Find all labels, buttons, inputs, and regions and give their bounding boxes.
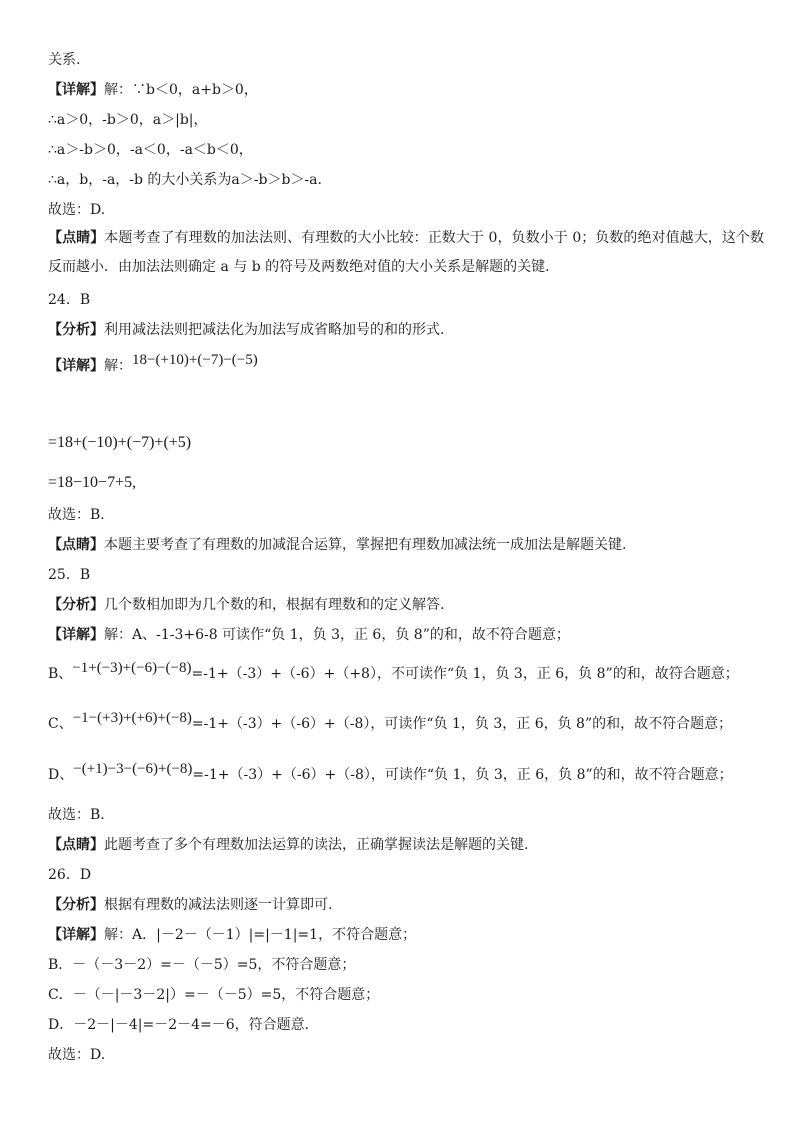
q26-detail bbox=[48, 925, 416, 945]
q23-step3: ∴a，b，-a，-b 的大小关系为a＞-b＞b＞-a. bbox=[48, 172, 322, 188]
comment-text: 本题考查了有理数的加法法则、有理数的大小比较：正数大于 0，负数小于 0；负数的绝对值越大，这个数反而越小．由加法法则确定 a 与 b 的符号及两数绝对值的大小关系是解题的关键. bbox=[48, 230, 765, 275]
q25-detail bbox=[48, 625, 570, 645]
q26-line-c: C．－（－|－3－2|）=－（－5）=5，不符合题意； bbox=[48, 987, 380, 1003]
comment-label: 【点睛】 bbox=[48, 837, 104, 853]
q26-line-b: B．－（－3－2）=－（－5）=5，不符合题意； bbox=[48, 957, 356, 973]
q23-detail bbox=[48, 80, 258, 100]
analysis-text: 几个数相加即为几个数的和，根据有理数和的定义解答. bbox=[104, 597, 445, 613]
analysis-text: 利用减法法则把减法化为加法写成省略加号的和的形式. bbox=[104, 322, 445, 338]
detail-text: 解：∵b＜0，a+b＞0， bbox=[104, 82, 258, 98]
comment-label: 【点睛】 bbox=[48, 230, 105, 246]
detail-text: 解： bbox=[104, 358, 132, 374]
option-text: =-1+（-3）+（-6）+（-8），可读作“负 1，负 3，正 6，负 8”的和，故不符合题意； bbox=[191, 716, 733, 732]
q24-number: 24．B bbox=[48, 292, 91, 308]
q24-expression-2: =18+(−10)+(−7)+(+5) bbox=[48, 434, 192, 451]
q26-choice: 故选：D. bbox=[48, 1047, 106, 1063]
option-label: C、 bbox=[48, 716, 73, 732]
q26-line-d: D．－2－|－4|=－2－4=－6，符合题意. bbox=[48, 1017, 310, 1033]
analysis-label: 【分析】 bbox=[48, 897, 104, 913]
detail-label: 【详解】 bbox=[48, 82, 104, 98]
q24-comment bbox=[48, 535, 626, 555]
option-label: D、 bbox=[48, 767, 74, 783]
q23-choice: 故选：D. bbox=[48, 202, 106, 218]
analysis-label: 【分析】 bbox=[48, 322, 104, 338]
analysis-label: 【分析】 bbox=[48, 597, 104, 613]
comment-label: 【点睛】 bbox=[48, 537, 104, 553]
comment-text: 本题主要考查了有理数的加减混合运算，掌握把有理数加减法统一成加法是解题关键. bbox=[104, 537, 627, 553]
detail-text: 解：A．|－2－（－1）|=|－1|=1，不符合题意； bbox=[104, 927, 417, 943]
q24-choice: 故选：B. bbox=[48, 507, 105, 523]
q24-expression-3: =18−10−7+5, bbox=[48, 474, 137, 491]
q23-comment bbox=[48, 224, 764, 282]
q24-detail bbox=[48, 352, 258, 376]
q26-number: 26．D bbox=[48, 867, 92, 883]
q23-intro-tail: 关系. bbox=[48, 52, 81, 68]
q25-option-b bbox=[48, 660, 739, 684]
comment-text: 此题考查了多个有理数加法运算的读法，正确掌握读法是解题的关键. bbox=[104, 837, 529, 853]
q25-number: 25．B bbox=[48, 567, 91, 583]
analysis-text: 根据有理数的减法法则逐一计算即可. bbox=[104, 897, 333, 913]
option-expression: −(+1)−3−(−6)+(−8) bbox=[73, 761, 193, 777]
detail-label: 【详解】 bbox=[48, 927, 104, 943]
detail-label: 【详解】 bbox=[48, 627, 104, 643]
option-expression: −1+(−3)+(−6)−(−8) bbox=[72, 660, 192, 676]
q25-option-c bbox=[48, 710, 733, 734]
option-label: B、 bbox=[48, 666, 73, 682]
option-text: =-1+（-3）+（-6）+（+8），不可读作“负 1，负 3，正 6，负 8”的和，故符合题意； bbox=[191, 666, 739, 682]
detail-label: 【详解】 bbox=[48, 358, 104, 374]
q23-step2: ∴a＞-b＞0，-a＜0，-a＜b＜0， bbox=[48, 142, 253, 158]
q25-option-d bbox=[48, 761, 733, 785]
q23-step1: ∴a＞0，-b＞0，a＞|b|， bbox=[48, 112, 208, 128]
option-expression: −1−(+3)+(+6)+(−8) bbox=[72, 710, 192, 726]
option-text: =-1+（-3）+（-6）+（-8），可读作“负 1，负 3，正 6，负 8”的和，故不符合题意； bbox=[192, 767, 733, 783]
q25-choice: 故选：B. bbox=[48, 807, 105, 823]
q24-expression-1: 18−(+10)+(−7)−(−5) bbox=[132, 352, 258, 368]
q26-analysis bbox=[48, 895, 332, 915]
q24-analysis bbox=[48, 320, 444, 340]
detail-text: 解：A、-1-3+6-8 可读作“负 1，负 3，正 6，负 8”的和，故不符合题意； bbox=[104, 627, 570, 643]
q25-analysis bbox=[48, 595, 444, 615]
q25-comment bbox=[48, 835, 528, 855]
